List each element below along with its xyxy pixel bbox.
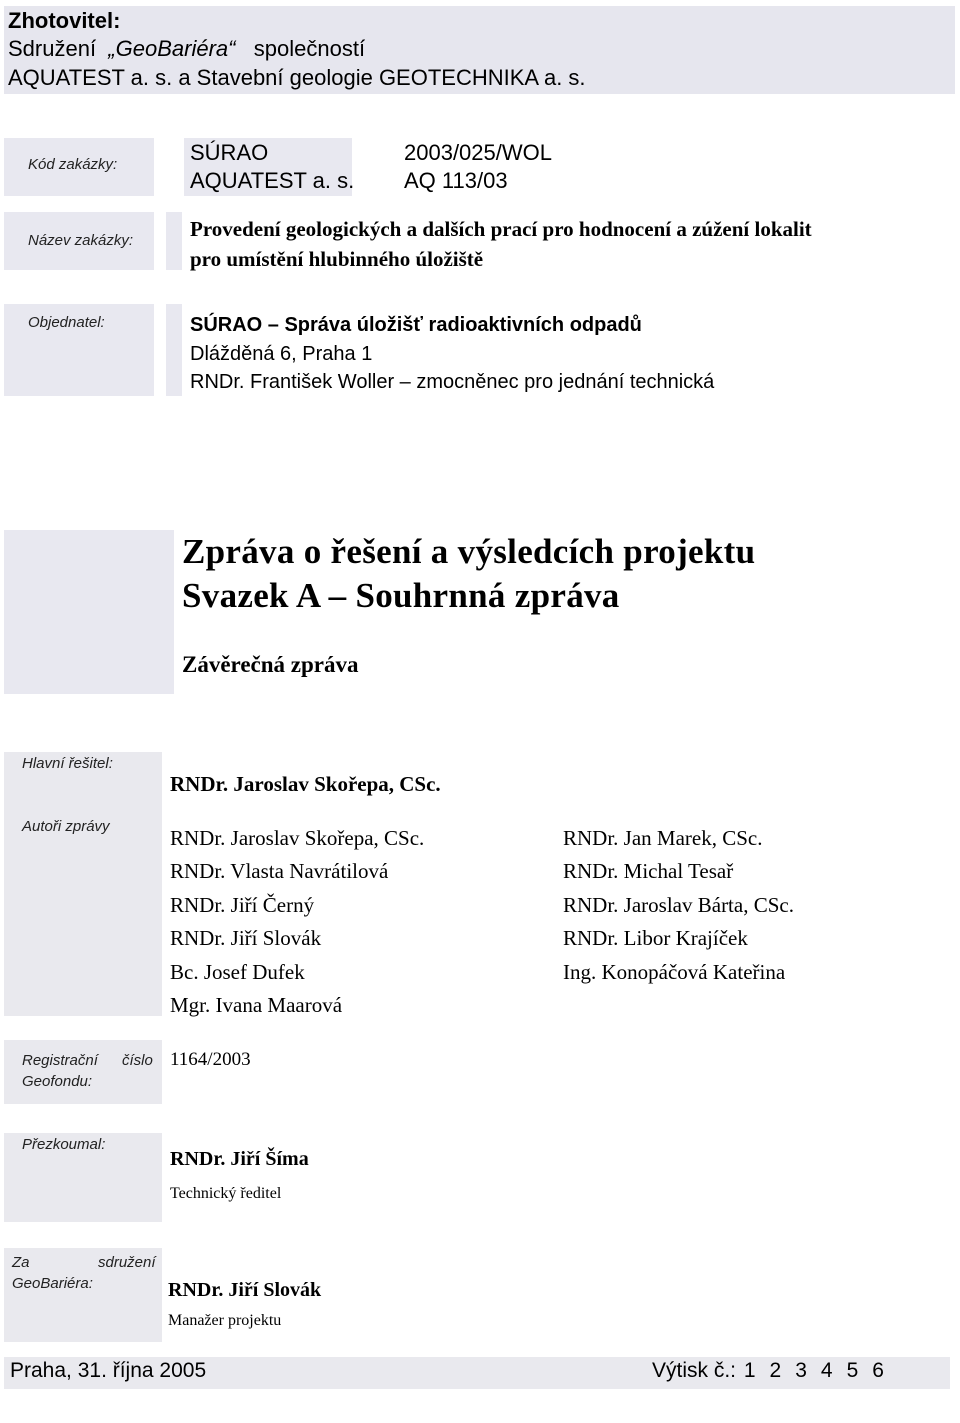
association-label-c: GeoBariéra: (12, 1275, 93, 1292)
reviewer-role: Technický ředitel (170, 1185, 282, 1202)
order-name-line-2: pro umístění hlubinného úložiště (190, 247, 484, 271)
association-label-a: Za (12, 1254, 30, 1271)
contractor-title: Zhotovitel: (8, 8, 121, 33)
registration-label-a: Registrační (22, 1052, 98, 1069)
place-date: Praha, 31. října 2005 (10, 1359, 207, 1382)
author-right-4: RNDr. Libor Krajíček (563, 926, 748, 951)
author-left-4: RNDr. Jiří Slovák (170, 926, 322, 951)
copy-number-row (652, 1359, 884, 1383)
client-contact: RNDr. František Woller – zmocněnec pro jednání technická (190, 371, 715, 393)
author-right-5: Ing. Konopáčová Kateřina (563, 959, 786, 984)
report-subtitle: Závěrečná zpráva (182, 652, 359, 677)
authors-label: Autoři zprávy (22, 818, 110, 835)
copy-number-label: Výtisk č.: (652, 1359, 737, 1382)
report-title-1: Zpráva o řešení a výsledcích projektu (182, 532, 756, 571)
client-name: SÚRAO – Správa úložišť radioaktivních odpadů (190, 314, 642, 336)
contractor-companies: AQUATEST a. s. a Stavební geologie GEOTECHNIKA a. s. (8, 65, 586, 90)
copy-number-5: 5 (846, 1359, 859, 1382)
contractor-line-2 (8, 36, 365, 62)
lead-researcher-label: Hlavní řešitel: (22, 755, 113, 772)
copy-number-6: 6 (872, 1359, 884, 1382)
author-left-2: RNDr. Vlasta Navrátilová (170, 859, 389, 884)
lead-researcher-name: RNDr. Jaroslav Skořepa, CSc. (170, 772, 441, 796)
order-code-2: AQ 113/03 (404, 168, 508, 193)
order-name-label: Název zakázky: (28, 232, 134, 249)
copy-number-3: 3 (795, 1359, 807, 1382)
author-left-6: Mgr. Ivana Maarová (170, 993, 343, 1017)
order-name-spacer-box (166, 212, 182, 270)
copy-numbers (742, 1359, 884, 1382)
copy-number-1: 1 (743, 1359, 756, 1382)
author-left-5: Bc. Josef Dufek (170, 959, 305, 984)
reviewer-name: RNDr. Jiří Šíma (170, 1148, 309, 1170)
author-left-1: RNDr. Jaroslav Skořepa, CSc. (170, 826, 425, 850)
report-title-2: Svazek A – Souhrnná zpráva (182, 576, 620, 615)
authors-label-box (4, 752, 162, 1016)
contractor-companies-word: společností (253, 36, 366, 61)
client-address: Dlážděná 6, Praha 1 (190, 343, 373, 365)
client-spacer-box (166, 304, 182, 396)
association-label-b: sdružení (98, 1254, 156, 1271)
registration-label-box (4, 1040, 162, 1104)
order-code-label: Kód zakázky: (28, 156, 118, 173)
project-manager-role: Manažer projektu (168, 1312, 282, 1329)
registration-label-b: číslo (122, 1052, 153, 1069)
registration-number: 1164/2003 (170, 1049, 251, 1070)
contractor-association-name: „GeoBariéra“ (108, 36, 236, 61)
order-code-org-1: SÚRAO (190, 140, 269, 165)
project-manager-name: RNDr. Jiří Slovák (168, 1279, 322, 1301)
order-code-org-2: AQUATEST a. s. (190, 168, 355, 193)
author-right-1: RNDr. Jan Marek, CSc. (563, 826, 763, 850)
order-code-1: 2003/025/WOL (404, 140, 552, 165)
reviewer-label: Přezkoumal: (22, 1136, 106, 1153)
registration-label-c: Geofondu: (22, 1073, 93, 1090)
author-left-3: RNDr. Jiří Černý (170, 892, 315, 917)
copy-number-4: 4 (820, 1359, 833, 1382)
author-right-3: RNDr. Jaroslav Bárta, CSc. (563, 892, 794, 917)
report-title-box (4, 530, 174, 694)
contractor-association: Sdružení (8, 36, 97, 61)
client-label: Objednatel: (28, 314, 105, 331)
copy-number-2: 2 (769, 1359, 782, 1382)
order-name-line-1: Provedení geologických a dalších prací pro hodnocení a zúžení lokalit (190, 217, 812, 241)
author-right-2: RNDr. Michal Tesař (563, 859, 734, 884)
